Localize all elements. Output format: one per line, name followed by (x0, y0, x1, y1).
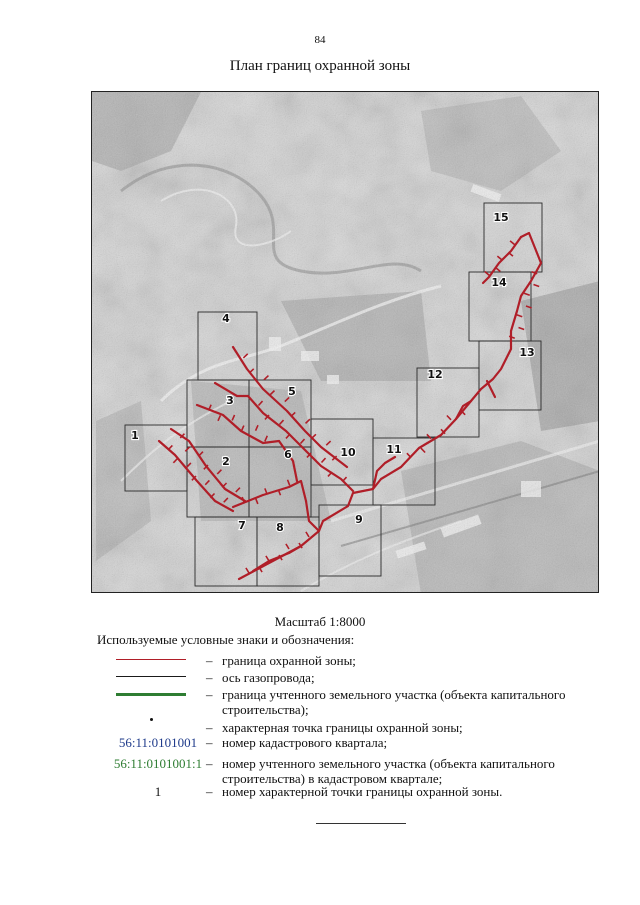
legend-symbol (98, 756, 218, 771)
legend-text: номер характерной точки границы охранной зоны. (222, 784, 503, 799)
legend-dash: – (206, 687, 213, 702)
block-label-7: 7 (238, 519, 246, 532)
legend-text: номер кадастрового квартала; (222, 735, 388, 750)
green-line-sample (116, 693, 186, 696)
aerial-map[interactable] (92, 92, 599, 593)
block-label-13: 13 (519, 346, 535, 359)
point-symbol (150, 718, 153, 721)
legend-dash: – (206, 784, 213, 799)
red-line-sample (116, 659, 186, 660)
legend-dash: – (206, 756, 213, 771)
map-frame[interactable] (91, 91, 599, 593)
block-label-1: 1 (131, 429, 139, 442)
block-label-2: 2 (222, 455, 230, 468)
block-label-4: 4 (222, 312, 230, 325)
legend-text: граница учтенного земельного участка (объекта капитального строительства); (222, 687, 566, 717)
legend-symbol (98, 784, 218, 799)
block-label-10: 10 (340, 446, 356, 459)
block-label-8: 8 (276, 521, 284, 534)
legend-symbol-text: 56:11:0101001:1 (113, 756, 203, 771)
end-rule (316, 823, 406, 824)
page-title: План границ охранной зоны (229, 58, 411, 74)
legend-text: номер учтенного земельного участка (объекта капитального строительства) в кадастровом квартале; (222, 756, 555, 786)
block-label-6: 6 (284, 448, 292, 461)
legend-dash: – (206, 670, 213, 685)
block-label-5: 5 (288, 385, 296, 398)
block-label-9: 9 (355, 513, 363, 526)
legend-text: характерная точка границы охранной зоны; (222, 720, 463, 735)
black-line-sample (116, 676, 186, 677)
legend-symbol-text: 56:11:0101001 (118, 735, 198, 750)
block-label-14: 14 (491, 276, 507, 289)
aerial-photo (92, 92, 599, 593)
map-scale: Масштаб 1:8000 (274, 614, 366, 629)
block-label-3: 3 (226, 394, 234, 407)
legend-symbol-text: 1 (154, 784, 162, 799)
legend-dash: – (206, 735, 213, 750)
block-label-11: 11 (386, 443, 402, 456)
page-number: 84 (314, 34, 326, 46)
legend-dash: – (206, 720, 213, 735)
block-label-12: 12 (427, 368, 443, 381)
legend-text: ось газопровода; (222, 670, 315, 685)
legend-heading: Используемые условные знаки и обозначения: (97, 632, 355, 647)
legend-text: граница охранной зоны; (222, 653, 356, 668)
legend-symbol (98, 735, 218, 750)
legend-dash: – (206, 653, 213, 668)
block-label-15: 15 (493, 211, 509, 224)
